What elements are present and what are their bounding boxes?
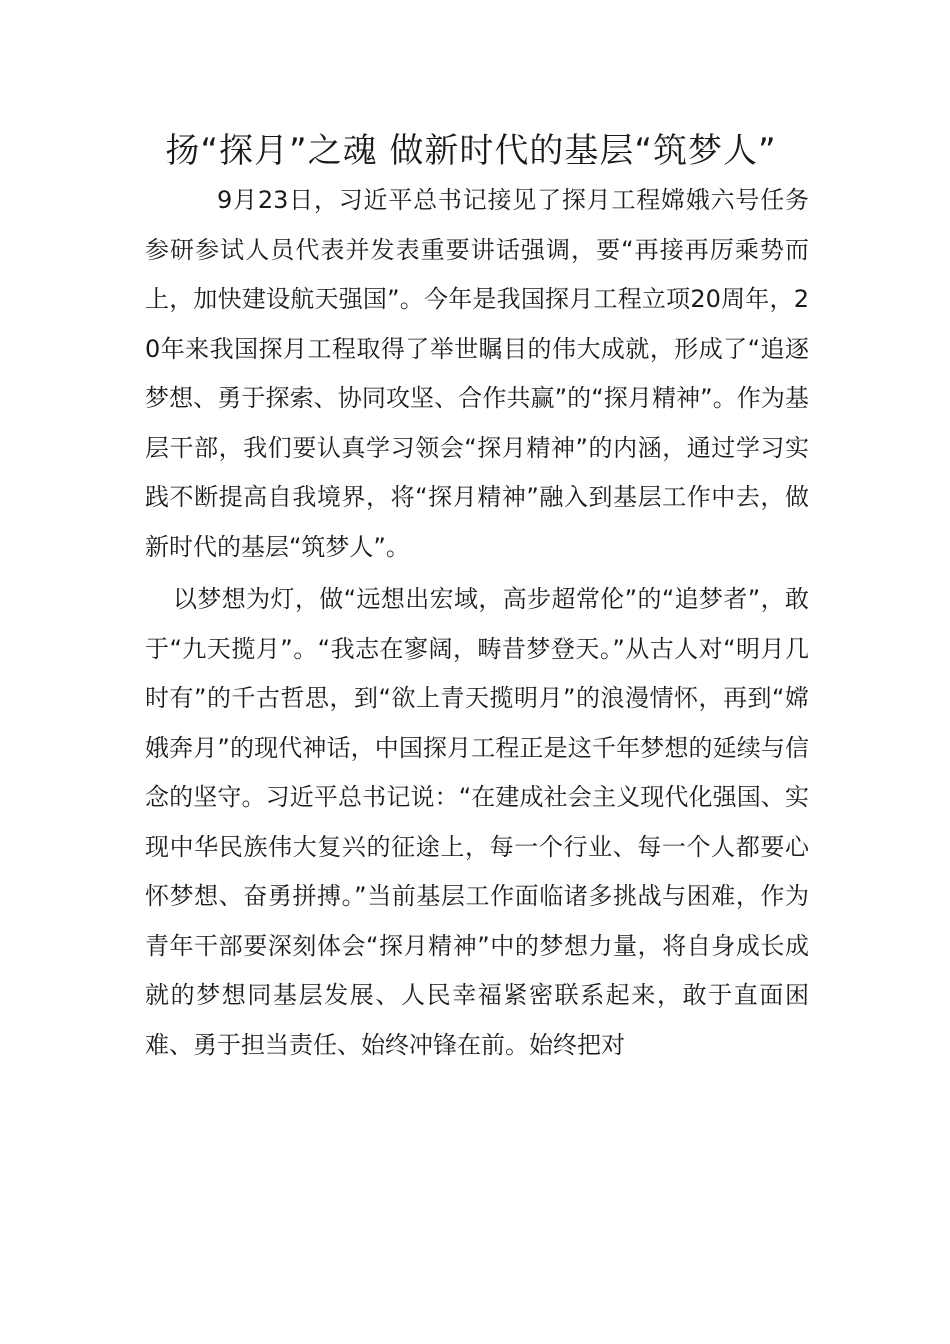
document-page — [145, 128, 809, 1070]
paragraph-1: 9月23日，习近平总书记接见了探月工程嫦娥六号任务参研参试人员代表并发表重要讲话强调，要“再接再厉乘势而上，加快建设航天强国”。今年是我国探月工程立项20周年，20年来我国探月工程取得了举世瞩目的伟大成就，形成了“追逐梦想、勇于探索、协同攻坚、合作共赢”的“探月精神”。作为基层干部，我们要认真学习领会“探月精神”的内涵，通过学习实践不断提高自我境界，将“探月精神”融入到基层工作中去，做新时代的基层“筑梦人”。 — [145, 186, 809, 561]
document-title: 扬“探月”之魂 做新时代的基层“筑梦人” — [165, 131, 777, 171]
paragraph-2: 以梦想为灯，做“远想出宏域，高步超常伦”的“追梦者”，敢于“九天揽月”。“我志在寥阔，畴昔梦登天。”从古人对“明月几时有”的千古哲思，到“欲上青天揽明月”的浪漫情怀，再到“嫦娥奔月”的现代神话，中国探月工程正是这千年梦想的延续与信念的坚守。习近平总书记说：“在建成社会主义现代化强国、实现中华民族伟大复兴的征途上，每一个行业、每一个人都要心怀梦想、奋勇拼搏。”当前基层工作面临诸多挑战与困难，作为青年干部要深刻体会“探月精神”中的梦想力量，将自身成长成就的梦想同基层发展、人民幸福紧密联系起来，敢于直面困难、勇于担当责任、始终冲锋在前。始终把对 — [145, 585, 809, 1059]
